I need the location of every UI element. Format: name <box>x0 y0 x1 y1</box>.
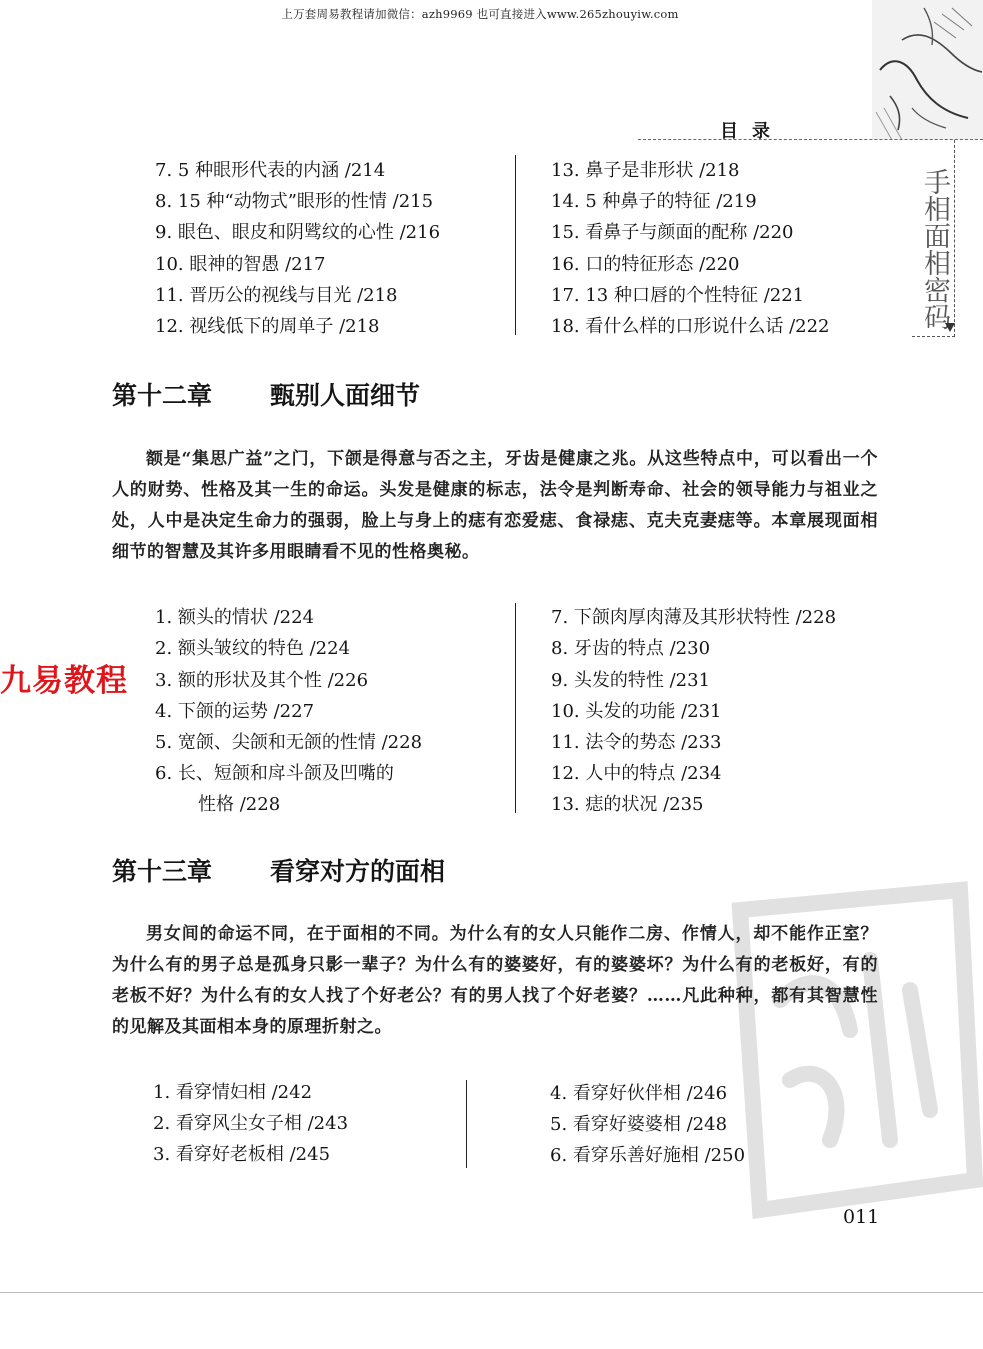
toc-entry[interactable]: 8. 牙齿的特点 /230 <box>551 638 711 659</box>
page-bottom-edge <box>0 1292 983 1293</box>
toc-entry[interactable]: 5. 宽颌、尖颌和无颌的性情 /228 <box>155 732 423 753</box>
toc-entry[interactable]: 12. 视线低下的周单子 /218 <box>155 316 380 337</box>
toc-entry[interactable]: 14. 5 种鼻子的特征 /219 <box>551 191 757 212</box>
toc-entry[interactable]: 10. 头发的功能 /231 <box>551 701 722 722</box>
toc-entry[interactable]: 2. 额头皱纹的特色 /224 <box>155 638 351 659</box>
column-divider <box>515 603 516 813</box>
top-banner: 上万套周易教程请加微信：azh9969 也可直接进入www.265zhouyiw.com <box>281 7 679 21</box>
toc-entry[interactable]: 3. 看穿好老板相 /245 <box>153 1144 331 1165</box>
intro-paragraph: 额是“集思广益”之门，下颌是得意与否之主，牙齿是健康之兆。从这些特点中，可以看出一个人的财势、性格及其一生的命运。头发是健康的标志，法令是判断寿命、社会的领导能力与祖业之处，人中是决定生命力的强弱，脸上与身上的痣有恋爱痣、食禄痣、克夫克妻痣等。本章展现面相细节的智慧及其许多用眼睛看不见的性格奥秘。 <box>112 449 878 562</box>
toc-entry[interactable]: 7. 5 种眼形代表的内涵 /214 <box>155 160 386 181</box>
toc-entry[interactable]: 3. 额的形状及其个性 /226 <box>155 670 369 691</box>
chapter-number: 第十三章 <box>112 857 213 886</box>
toc-entry[interactable]: 11. 晋历公的视线与目光 /218 <box>155 285 398 306</box>
column-divider <box>515 155 516 335</box>
toc-entry[interactable]: 10. 眼神的智愚 /217 <box>155 254 326 275</box>
toc-entry[interactable]: 4. 下颌的运势 /227 <box>155 701 315 722</box>
toc-entry[interactable]: 11. 法令的势态 /233 <box>551 732 722 753</box>
face-sketch-illustration <box>872 0 983 140</box>
toc-entry[interactable]: 13. 鼻子是非形状 /218 <box>551 160 740 181</box>
toc-header: 目录 <box>720 121 784 142</box>
toc-entry[interactable]: 6. 长、短颌和戽斗颌及凹嘴的 <box>155 763 394 784</box>
toc-entry[interactable]: 8. 15 种“动物式”眼形的性情 /215 <box>155 191 434 212</box>
chapter-12-intro <box>112 444 878 568</box>
intro-paragraph: 男女间的命运不同，在于面相的不同。为什么有的女人只能作二房、作情人，却不能作正室？为什么有的男子总是孤身只影一辈子？为什么有的婆婆好，有的婆婆坏？为什么有的老板好，有的老板不好？为什么有的女人找了个好老公？有的男人找了个好老婆？……凡此种种，都有其智慧性的见解及其面相本身的原理折射之。 <box>112 924 878 1037</box>
toc-entry[interactable]: 15. 看鼻子与颜面的配称 /220 <box>551 222 794 243</box>
chapter-number: 第十二章 <box>112 381 213 410</box>
toc-entry[interactable]: 6. 看穿乐善好施相 /250 <box>550 1145 746 1166</box>
toc-entry-continued[interactable]: 性格 /228 <box>198 794 281 815</box>
chapter-13-heading <box>112 852 445 888</box>
arrow-down-icon <box>945 323 955 332</box>
toc-entry[interactable]: 16. 口的特征形态 /220 <box>551 254 740 275</box>
chapter-12-heading <box>112 376 420 412</box>
red-watermark-text: 九易教程 <box>0 663 128 699</box>
page-number: 011 <box>843 1206 880 1228</box>
chapter-title: 甄别人面细节 <box>270 381 421 410</box>
toc-entry[interactable]: 18. 看什么样的口形说什么话 /222 <box>551 316 830 337</box>
chapter-title: 看穿对方的面相 <box>270 857 446 886</box>
toc-entry[interactable]: 7. 下颌肉厚肉薄及其形状特性 /228 <box>551 607 837 628</box>
toc-entry[interactable]: 12. 人中的特点 /234 <box>551 763 722 784</box>
toc-entry[interactable]: 17. 13 种口唇的个性特征 /221 <box>551 285 805 306</box>
toc-entry[interactable]: 9. 眼色、眼皮和阴骘纹的心性 /216 <box>155 222 441 243</box>
side-title: 手相面相密码 <box>919 168 950 330</box>
toc-entry[interactable]: 9. 头发的特性 /231 <box>551 670 711 691</box>
chapter-13-intro <box>112 919 878 1043</box>
column-divider <box>466 1080 467 1168</box>
toc-entry[interactable]: 5. 看穿好婆婆相 /248 <box>550 1114 728 1135</box>
toc-entry[interactable]: 4. 看穿好伙伴相 /246 <box>550 1083 728 1104</box>
toc-entry[interactable]: 13. 痣的状况 /235 <box>551 794 704 815</box>
toc-entry[interactable]: 1. 看穿情妇相 /242 <box>153 1082 313 1103</box>
toc-entry[interactable]: 1. 额头的情状 /224 <box>155 607 315 628</box>
toc-entry[interactable]: 2. 看穿风尘女子相 /243 <box>153 1113 349 1134</box>
